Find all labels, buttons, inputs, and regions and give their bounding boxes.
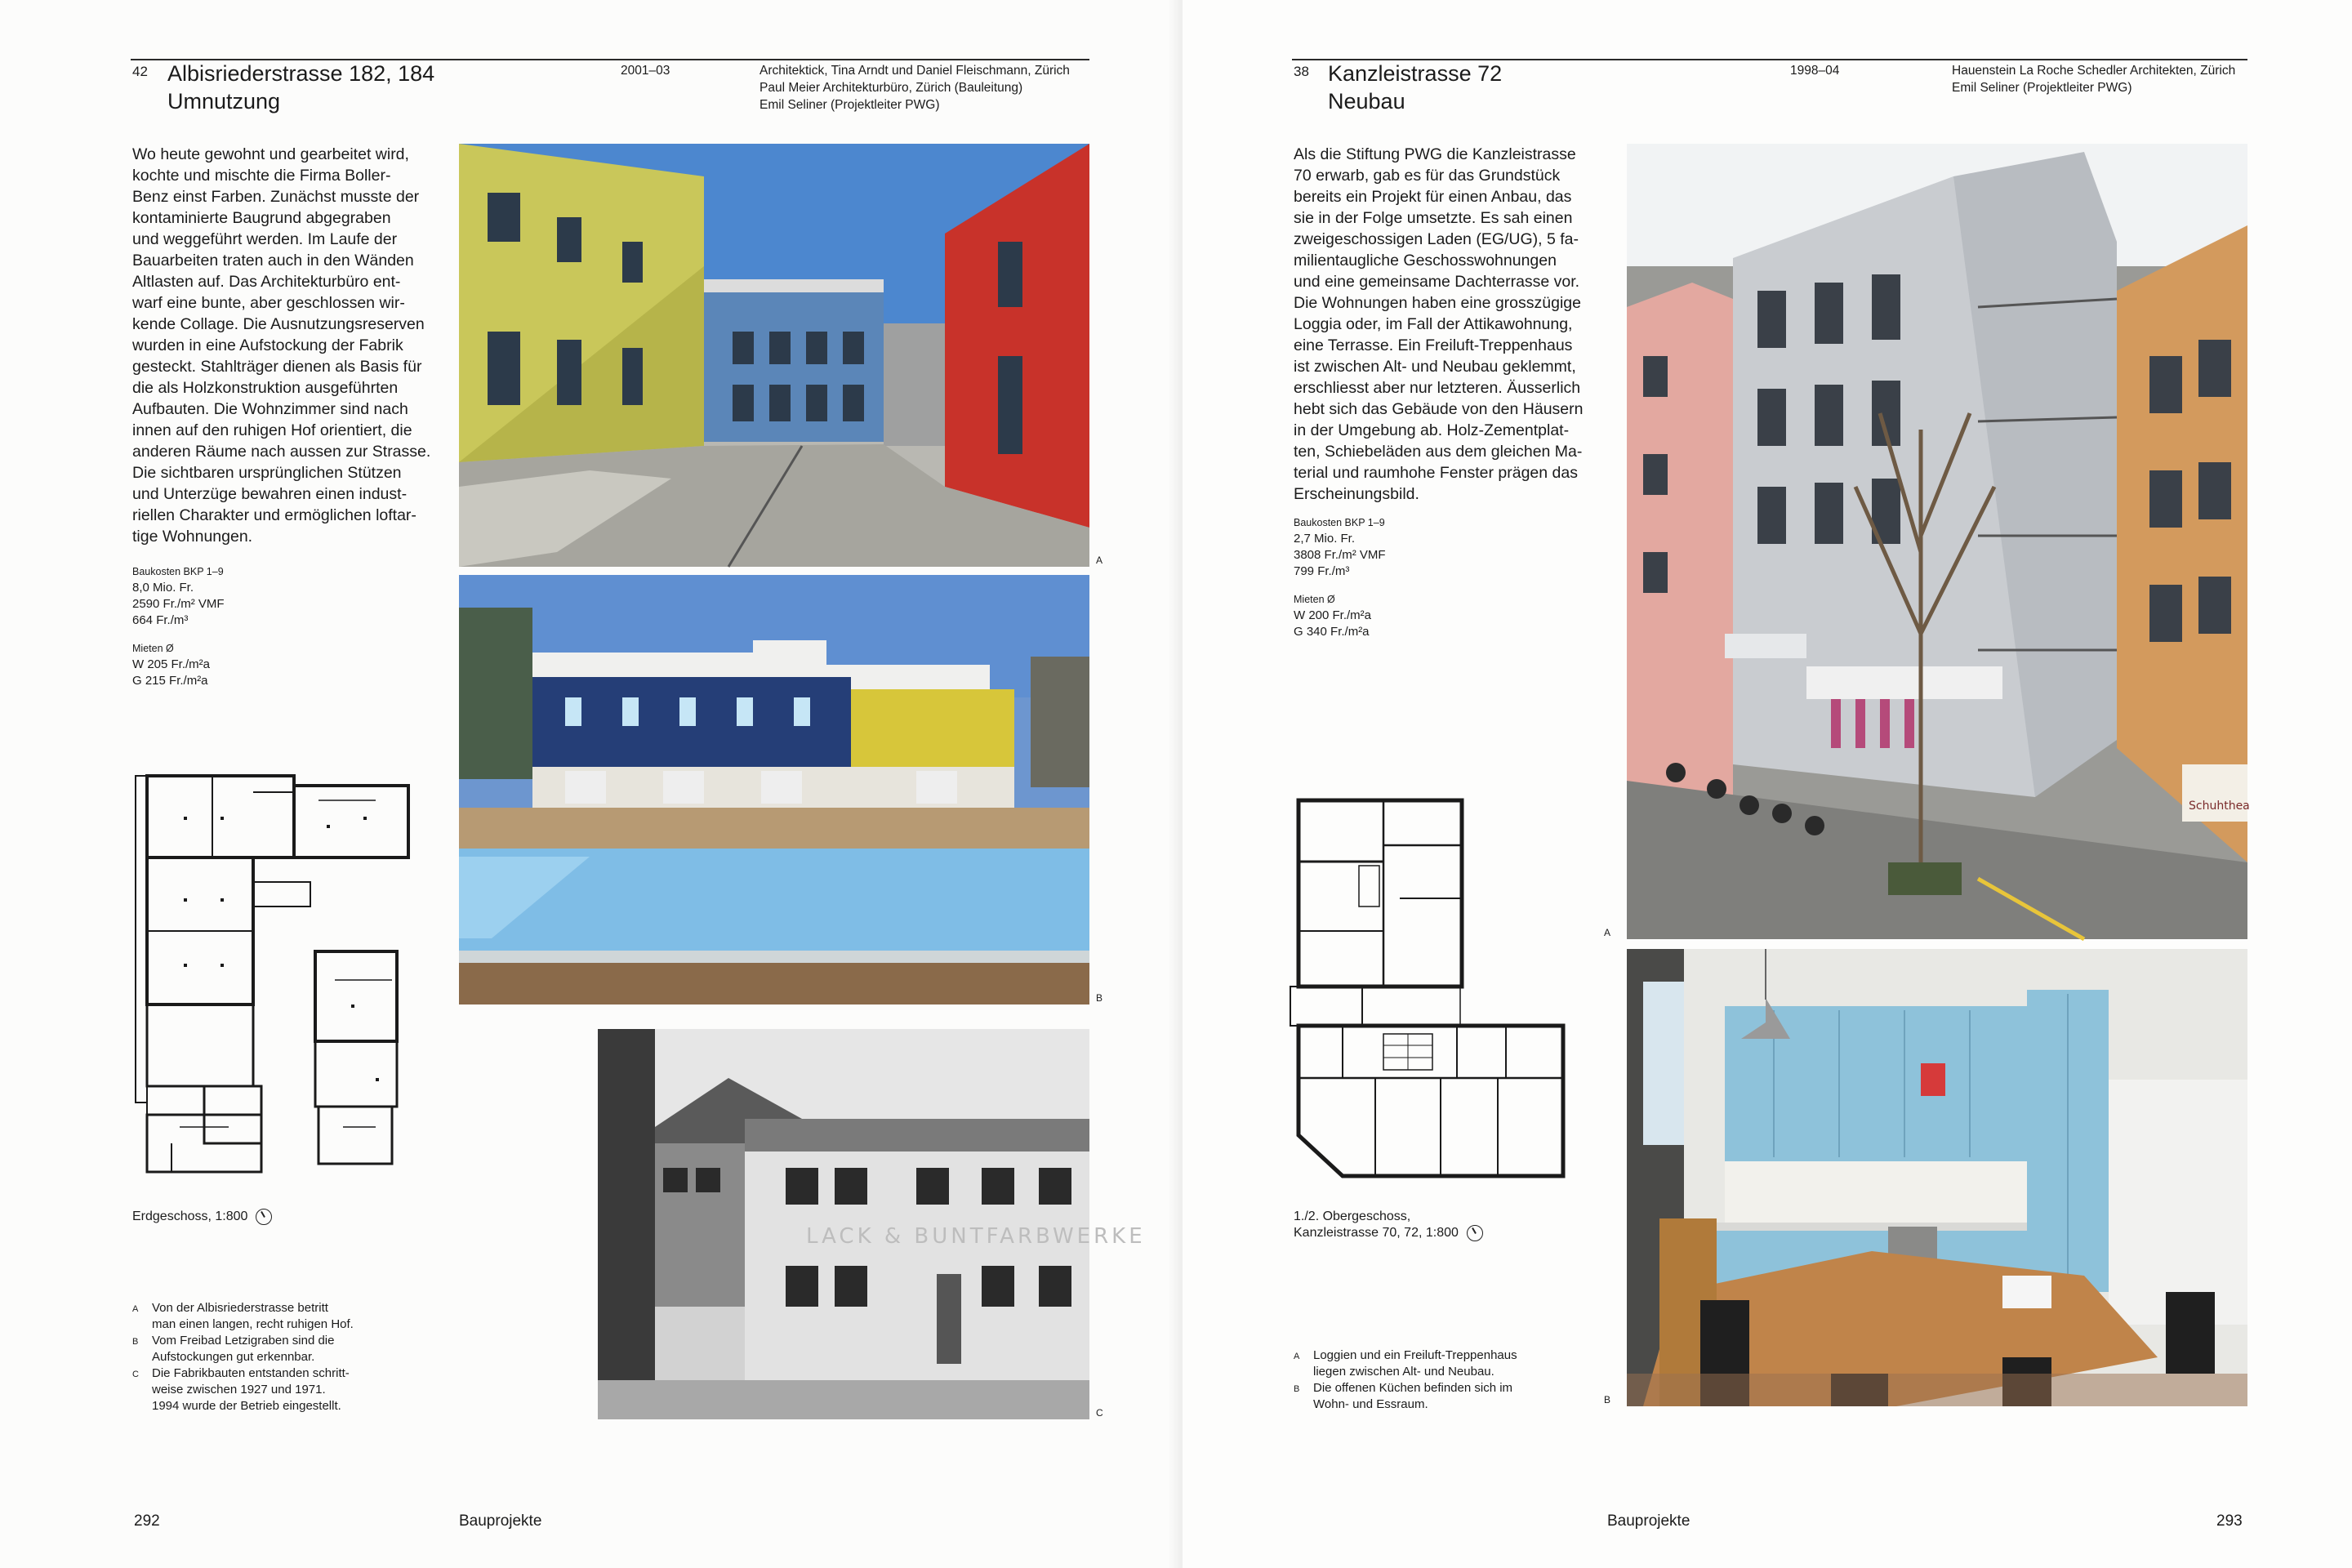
cost-value: 2,7 Mio. Fr.	[1294, 532, 1356, 546]
caption-line: Vom Freibad Letzigraben sind die	[152, 1334, 335, 1348]
cost-value: 2590 Fr./m² VMF	[132, 597, 225, 611]
rent-label: Mieten Ø	[1294, 594, 1335, 605]
rent-value: G 215 Fr./m²a	[132, 674, 208, 688]
caption-key: A	[1294, 1352, 1300, 1361]
costs-label: Baukosten BKP 1–9	[132, 566, 224, 577]
plan-caption-text: Kanzleistrasse 70, 72, 1:800	[1294, 1226, 1459, 1241]
credit-line: Hauenstein La Roche Schedler Architekten, Zürich	[1952, 64, 2236, 78]
body-line: innen auf den ruhigen Hof orientiert, die	[132, 421, 412, 439]
credit-line: Architektick, Tina Arndt und Daniel Fleischmann, Zürich	[760, 64, 1070, 78]
body-line: Loggia oder, im Fall der Attikawohnung,	[1294, 315, 1573, 333]
costs-block	[132, 564, 225, 689]
cost-value: 664 Fr./m³	[132, 613, 189, 627]
caption-key: B	[132, 1337, 139, 1347]
project-subtitle: Umnutzung	[167, 89, 281, 114]
project-credits	[1952, 62, 2235, 96]
body-line: Erscheinungsbild.	[1294, 485, 1419, 503]
caption-key: B	[1294, 1384, 1300, 1394]
photo-label: C	[1096, 1407, 1103, 1419]
body-line: Altlasten auf. Das Architekturbüro ent-	[132, 273, 401, 291]
body-line: und eine gemeinsame Dachterrasse vor.	[1294, 273, 1580, 291]
body-line: in der Umgebung ab. Holz-Zementplat-	[1294, 421, 1570, 439]
body-line: Benz einst Farben. Zunächst musste der	[132, 188, 420, 206]
plan-caption-text: Erdgeschoss, 1:800	[132, 1209, 248, 1224]
caption-line: Wohn- und Essraum.	[1313, 1397, 1428, 1411]
project-number: 42	[132, 64, 148, 79]
body-line: bereits ein Projekt für einen Anbau, das	[1294, 188, 1572, 206]
body-text	[132, 144, 434, 547]
photo-courtyard	[459, 144, 1089, 567]
body-line: Aufbauten. Die Wohnzimmer sind nach	[132, 400, 408, 418]
caption-a	[132, 1300, 354, 1333]
project-credits	[760, 62, 1070, 114]
body-line: sie in der Folge umsetzte. Es sah einen	[1294, 209, 1573, 227]
body-line: ist zwischen Alt- und Neubau geklemmt,	[1294, 358, 1576, 376]
caption-key: A	[132, 1304, 139, 1314]
body-line: Als die Stiftung PWG die Kanzleistrasse	[1294, 145, 1576, 163]
rent-value: W 205 Fr./m²a	[132, 657, 211, 671]
caption-line: Loggien und ein Freiluft-Treppenhaus	[1313, 1348, 1517, 1362]
plan-caption	[132, 1209, 272, 1225]
body-line: eine Terrasse. Ein Freiluft-Treppenhaus	[1294, 336, 1573, 354]
credit-line: Emil Seliner (Projektleiter PWG)	[760, 98, 940, 112]
body-line: Wo heute gewohnt und gearbeitet wird,	[132, 145, 409, 163]
photo-pool	[459, 575, 1089, 1004]
body-line: 70 erwarb, gab es für das Grundstück	[1294, 167, 1561, 185]
project-subtitle: Neubau	[1328, 89, 1405, 114]
costs-block	[1294, 514, 1386, 640]
cost-value: 8,0 Mio. Fr.	[132, 581, 194, 595]
caption-line: weise zwischen 1927 und 1971.	[152, 1383, 326, 1396]
page-number: 293	[2216, 1512, 2243, 1530]
caption-a	[1294, 1348, 1517, 1380]
caption-line: liegen zwischen Alt- und Neubau.	[1313, 1365, 1494, 1379]
costs-label: Baukosten BKP 1–9	[1294, 517, 1385, 528]
north-arrow-icon	[256, 1209, 272, 1225]
body-line: wurden in eine Aufstockung der Fabrik	[132, 336, 403, 354]
photo-label: A	[1604, 927, 1611, 938]
photo-captions	[132, 1300, 354, 1414]
body-line: Die sichtbaren ursprünglichen Stützen	[132, 464, 402, 482]
caption-line: man einen langen, recht ruhigen Hof.	[152, 1317, 354, 1331]
shop-sign-text: Schuhthea	[2189, 800, 2250, 813]
body-line: anderen Räume nach aussen zur Strasse.	[132, 443, 431, 461]
body-line: terial und raumhohe Fenster prägen das	[1294, 464, 1578, 482]
floor-plan-drawing	[131, 768, 418, 1184]
rent-value: G 340 Fr./m²a	[1294, 625, 1370, 639]
rent-label: Mieten Ø	[132, 643, 174, 654]
page-number: 292	[134, 1512, 160, 1530]
body-line: Bauarbeiten traten auch in den Wänden	[132, 252, 414, 270]
running-head: Bauprojekte	[1607, 1512, 1690, 1530]
caption-line: Von der Albisriederstrasse betritt	[152, 1301, 328, 1315]
caption-b	[132, 1333, 354, 1365]
caption-line: Die offenen Küchen befinden sich im	[1313, 1381, 1513, 1395]
photo-captions	[1294, 1348, 1517, 1413]
cost-value: 3808 Fr./m² VMF	[1294, 548, 1386, 562]
body-line: kende Collage. Die Ausnutzungsreserven	[132, 315, 425, 333]
body-line: riellen Charakter und ermöglichen loftar-	[132, 506, 416, 524]
body-line: kontaminierte Baugrund abgegraben	[132, 209, 391, 227]
project-years: 2001–03	[621, 64, 670, 78]
caption-line: Aufstockungen gut erkennbar.	[152, 1350, 315, 1364]
body-line: kochte und mischte die Firma Boller-	[132, 167, 391, 185]
cost-value: 799 Fr./m³	[1294, 564, 1350, 578]
body-line: und Unterzüge bewahren einen indust-	[132, 485, 408, 503]
caption-c	[132, 1365, 354, 1414]
plan-caption	[1294, 1209, 1483, 1241]
photo-label: B	[1604, 1394, 1611, 1405]
photo-factory-bw	[598, 1029, 1146, 1419]
photo-label: A	[1096, 555, 1103, 566]
body-line: hebt sich das Gebäude von den Häusern	[1294, 400, 1584, 418]
credit-line: Paul Meier Architekturbüro, Zürich (Bauleitung)	[760, 81, 1023, 95]
project-years: 1998–04	[1790, 64, 1840, 78]
body-line: zweigeschossigen Laden (EG/UG), 5 fa-	[1294, 230, 1579, 248]
body-line: und weggeführt werden. Im Laufe der	[132, 230, 398, 248]
body-line: gesteckt. Stahlträger dienen als Basis für	[132, 358, 422, 376]
right-page	[1183, 0, 2352, 1568]
body-line: milientaugliche Geschosswohnungen	[1294, 252, 1557, 270]
project-title: Albisriederstrasse 182, 184	[167, 61, 435, 86]
project-title: Kanzleistrasse 72	[1328, 61, 1503, 86]
caption-b	[1294, 1380, 1517, 1413]
body-line: ten, Schiebeläden aus dem gleichen Ma-	[1294, 443, 1583, 461]
credit-line: Emil Seliner (Projektleiter PWG)	[1952, 81, 2132, 95]
body-line: Die Wohnungen haben eine grosszügige	[1294, 294, 1581, 312]
factory-sign-text: LACK & BUNTFARBWERKE	[806, 1224, 1146, 1249]
running-head: Bauprojekte	[459, 1512, 542, 1530]
photo-street-facade	[1627, 144, 2250, 939]
floor-plan-drawing	[1285, 792, 1579, 1192]
caption-key: C	[132, 1370, 139, 1379]
project-number: 38	[1294, 64, 1309, 79]
north-arrow-icon	[1467, 1225, 1483, 1241]
body-line: warf eine bunte, aber geschlossen wir-	[132, 294, 405, 312]
caption-line: 1994 wurde der Betrieb eingestellt.	[152, 1399, 341, 1413]
photo-kitchen	[1627, 949, 2247, 1406]
body-line: die als Holzkonstruktion ausgeführten	[132, 379, 399, 397]
caption-line: Die Fabrikbauten entstanden schritt-	[152, 1366, 350, 1380]
body-line: erschliesst aber nur letzteren. Äusserlich	[1294, 379, 1581, 397]
plan-caption-text: 1./2. Obergeschoss,	[1294, 1209, 1411, 1223]
body-line: tige Wohnungen.	[132, 528, 253, 546]
photo-label: B	[1096, 992, 1103, 1004]
body-text	[1294, 144, 1597, 505]
rent-value: W 200 Fr./m²a	[1294, 608, 1372, 622]
